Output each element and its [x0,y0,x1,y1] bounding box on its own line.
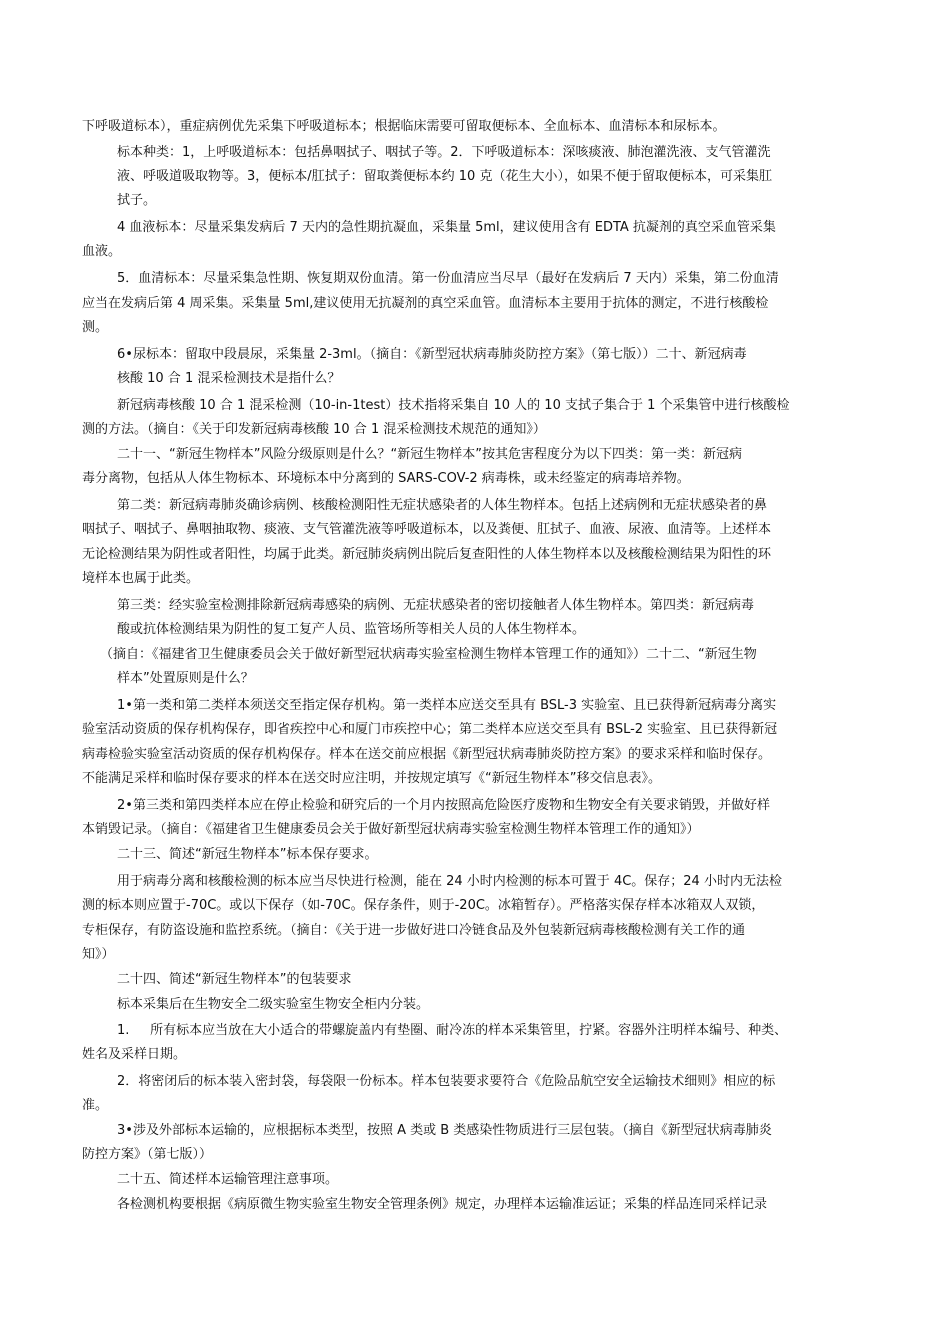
text-line: 5．血清标本：尽量采集急性期、恢复期双份血清。第一份血清应当尽早（最好在发病后 7 天内）采集，第二份血清 [117,271,779,286]
text-line: 二十四、简述“新冠生物样本”的包装要求 [117,972,352,987]
text-line: 拭子。 [117,193,157,208]
text-line: 酸或抗体检测结果为阴性的复工复产人员、监管场所等相关人员的人体生物样本。 [117,622,586,637]
text-line: 液、呼吸道吸取物等。3，便标本/肛拭子：留取粪便标本约 10 克（花生大小），如果不便于留取便标本，可采集肛 [117,169,772,184]
text-line: 新冠病毒核酸 10 合 1 混采检测（10-in-1test）技术指将采集自 10 人的 10 支拭子集合于 1 个采集管中进行核酸检 [117,398,790,413]
text-line: 二十三、简述“新冠生物样本”标本保存要求。 [117,847,378,862]
text-line: 4 血液标本：尽量采集发病后 7 天内的急性期抗凝血，采集量 5ml，建议使用含有 EDTA 抗凝剂的真空采血管采集 [117,220,776,235]
text-line: 病毒检验实验室活动资质的保存机构保存。样本在送交前应根据《新型冠状病毒肺炎防控方案》的要求采样和临时保存。 [82,747,772,762]
text-line: 6•尿标本：留取中段晨尿，采集量 2-3ml。（摘自：《新型冠状病毒肺炎防控方案》（第七版））二十、新冠病毒 [117,347,747,362]
text-line: 1. 所有标本应当放在大小适合的带螺旋盖内有垫圈、耐冷冻的样本采集管里，拧紧。容器外注明样本编号、种类、 [117,1023,788,1038]
text-line: 各检测机构要根据《病原微生物实验室生物安全管理条例》规定，办理样本运输准运证；采集的样品连同采样记录 [117,1197,768,1212]
text-line: 准。 [82,1098,109,1113]
text-line: 不能满足采样和临时保存要求的样本在送交时应注明，并按规定填写《“新冠生物样本”移交信息表》。 [82,771,661,786]
text-line: 3•涉及外部标本运输的，应根据标本类型，按照 A 类或 B 类感染性物质进行三层包装。（摘自《新型冠状病毒肺炎 [117,1123,772,1138]
text-line: 二十一、“新冠生物样本”风险分级原则是什么？“新冠生物样本”按其危害程度分为以下四类：第一类：新冠病 [117,447,742,462]
text-line: 标本种类：1，上呼吸道标本：包括鼻咽拭子、咽拭子等。2．下呼吸道标本：深咳痰液、肺泡灌洗液、支气管灌洗 [117,145,771,160]
text-line: 毒分离物，包括从人体生物标本、环境标本中分离到的 SARS-COV-2 病毒株，或未经鉴定的病毒培养物。 [82,471,690,486]
text-line: 样本”处置原则是什么？ [117,671,254,686]
text-line: 1•第一类和第二类样本须送交至指定保存机构。第一类样本应送交至具有 BSL-3 实验室、且已获得新冠病毒分离实 [117,698,777,713]
text-line: 无论检测结果为阴性或者阳性，均属于此类。新冠肺炎病例出院后复查阳性的人体生物样本以及核酸检测结果为阳性的环 [82,547,772,562]
text-line: 知》） [82,947,115,962]
text-line: 姓名及采样日期。 [82,1047,187,1062]
text-line: 测的方法。（摘自：《关于印发新冠病毒核酸 10 合 1 混采检测技术规范的通知》） [82,422,546,437]
text-line: 血液。 [82,244,122,259]
text-line: 用于病毒分离和核酸检测的标本应当尽快进行检测，能在 24 小时内检测的标本可置于 4C。保存；24 小时内无法检 [117,874,782,889]
text-line: 第二类：新冠病毒肺炎确诊病例、核酸检测阳性无症状感染者的人体生物样本。包括上述病例和无症状感染者的鼻 [117,498,768,513]
text-line: 咽拭子、咽拭子、鼻咽抽取物、痰液、支气管灌洗液等呼吸道标本，以及粪便、肛拭子、血液、尿液、血清等。上述样本 [82,522,772,537]
text-line: 二十五、简述样本运输管理注意事项。 [117,1172,339,1187]
text-line: 下呼吸道标本），重症病例优先采集下呼吸道标本；根据临床需要可留取便标本、全血标本、血清标本和尿标本。 [82,119,726,134]
text-line: 本销毁记录。（摘自：《福建省卫生健康委员会关于做好新型冠状病毒实验室检测生物样本管理工作的通知》） [82,822,700,837]
text-line: 2．将密闭后的标本装入密封袋，每袋限一份标本。样本包装要求要符合《危险品航空安全运输技术细则》相应的标 [117,1074,776,1089]
text-line: 第三类：经实验室检测排除新冠病毒感染的病例、无症状感染者的密切接触者人体生物样本。第四类：新冠病毒 [117,598,755,613]
text-line: 标本采集后在生物安全二级实验室生物安全柜内分装。 [117,997,430,1012]
text-line: 应当在发病后第 4 周采集。采集量 5ml,建议使用无抗凝剂的真空采血管。血清标本主要用于抗体的测定，不进行核酸检 [82,296,769,311]
text-line: （摘自：《福建省卫生健康委员会关于做好新型冠状病毒实验室检测生物样本管理工作的通知》）二十二、“新冠生物 [100,647,757,662]
text-line: 境样本也属于此类。 [82,571,200,586]
text-line: 验室活动资质的保存机构保存，即省疾控中心和厦门市疾控中心；第二类样本应送交至具有 BSL-2 实验室、且已获得新冠 [82,722,778,737]
text-line: 核酸 10 合 1 混采检测技术是指什么？ [117,371,341,386]
text-line: 专柜保存，有防盗设施和监控系统。（摘自：《关于进一步做好进口冷链食品及外包装新冠病毒核酸检测有关工作的通 [82,923,746,938]
text-line: 测的标本则应置于-70C。或以下保存（如-70C。保存条件，则于-20C。冰箱暂存）。严格落实保存样本冰箱双人双锁， [82,898,765,913]
text-line: 防控方案》（第七版）） [82,1147,213,1162]
text-line: 测。 [82,320,109,335]
text-line: 2•第三类和第四类样本应在停止检验和研究后的一个月内按照高危险医疗废物和生物安全有关要求销毁，并做好样 [117,798,770,813]
